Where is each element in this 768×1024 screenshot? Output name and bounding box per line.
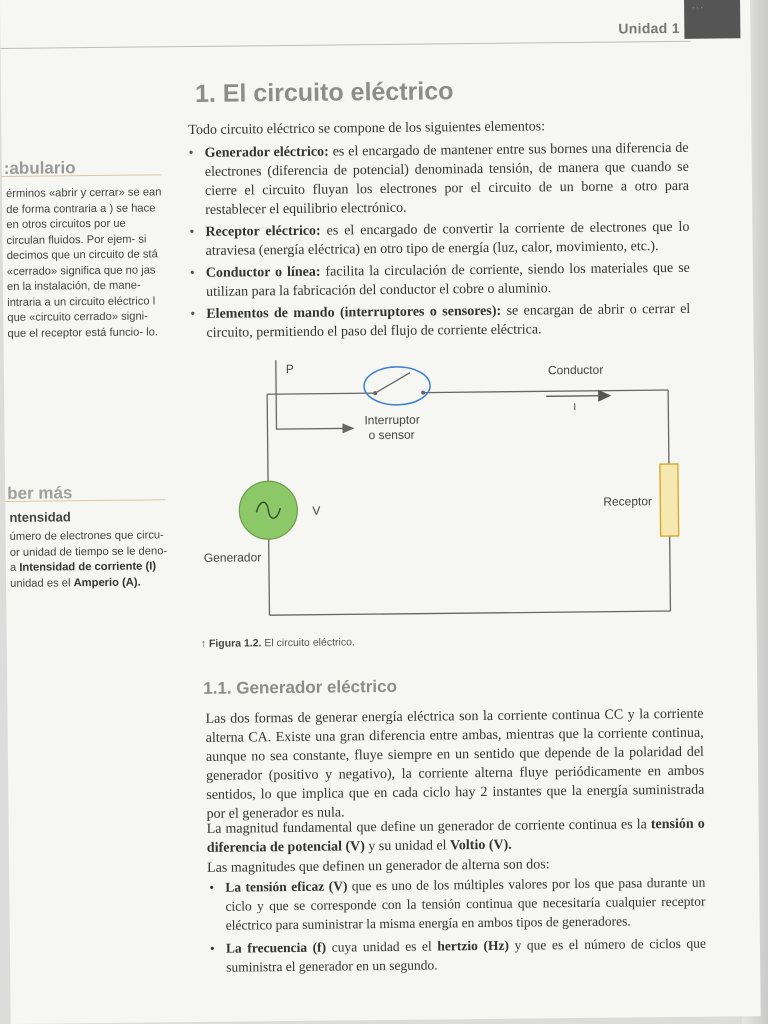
sidebar-vocab-heading: :abulario [3,158,76,178]
wire-bottom [269,611,670,615]
list-item [190,300,690,343]
figure-caption [201,636,355,650]
current-arrowhead [598,390,611,402]
sidebar-intensity-text [10,528,176,592]
caption-arrow-icon: ↑ [200,637,209,650]
header-rule [1,41,691,49]
list-item [189,218,689,261]
list-item-text: es el encargado de convertir la corriente de electrones que lo atraviesa (energía eléctrica) en otro tipo de energía (luz, calor, movimiento, etc.). [205,219,690,259]
sidebar-vocab-text: érminos «abrir y cerrar» se ean de forma contraria a ) se hace en otros circuitos por ue circulan fluidos. Por ejem- si decimos que un circuito de stá «cerrado» significa que no jas en la instalación, de mane- intraria a un circuito eléctrico l que «circuito cerrado» signi- que el receptor está funcio- lo. [5,186,162,340]
pointer-arrowhead [342,423,354,433]
paragraph-text: y su unidad el [364,838,451,855]
label-switch-2: o sensor [368,427,415,443]
list-item-term: Receptor eléctrico: [205,223,321,240]
paragraph-term: Voltio (V). [449,837,512,854]
caption-label: Figura 1.2. [208,637,262,650]
switch-ring [364,367,430,406]
label-receptor: Receptor [603,494,653,509]
section-paragraph: Las magnitudes que definen un generador de alterna son dos: [207,857,550,876]
unit-tab [684,0,740,39]
label-voltage: V [312,503,321,518]
wire-top-right [423,390,668,393]
list-item-term: hertzio (Hz) [437,937,510,954]
wire-right-upper [668,390,669,464]
list-item-text: cuya unidad es el [326,938,438,955]
switch-lever [375,373,410,393]
wire-left-lower [269,538,270,615]
unit-tab-decoration: · · · [692,4,704,12]
label-current: I [573,401,577,414]
label-switch-1: Interruptor [364,412,420,428]
caption-text: El circuito eléctrico. [261,636,355,650]
elements-list [189,139,691,346]
section-title: 1.1. Generador eléctrico [203,676,398,698]
circuit-figure [184,348,707,623]
paragraph-text: La magnitud fundamental que define un generador de corriente continua es la [206,817,651,837]
list-item [207,873,706,935]
sidebar-text-part: unidad es el [10,576,74,590]
label-p: P [285,361,294,377]
current-arrow [546,396,598,397]
intro-text: Todo circuito eléctrico se compone de los siguientes elementos: [188,119,546,139]
generator-magnitudes-list [207,873,706,981]
page-title: 1. El circuito eléctrico [194,77,454,108]
list-item [189,139,690,220]
list-item-text: y que es el número de ciclos que suministra el generador en un segundo. [226,935,707,975]
circuit-diagram [184,348,707,623]
label-generator: Generador [203,550,262,565]
label-conductor: Conductor [547,362,604,378]
sidebar-subheading: ntensidad [9,509,71,525]
paragraph-term: tensión o diferencia de potencial (V) [206,816,705,856]
list-item-term: Conductor o línea: [205,264,321,281]
unit-label: Unidad 1 [618,19,680,37]
list-item-term: La frecuencia (f) [225,939,327,956]
list-item-term: Generador eléctrico: [204,144,329,161]
wire-top-left [267,393,373,394]
sidebar-more-heading: ber más [7,483,73,503]
wire-right-lower [670,536,671,611]
section-paragraph [207,815,705,858]
list-item-text: que es uno de los múltiples valores por los que pasa durante un ciclo y que se corresponde con la tensión continua que necesitaría cualquier receptor eléctrico para suministrar la misma energía en ambos tipos de generadores. [225,874,706,933]
wire-left-upper [267,394,268,482]
sidebar-text-part: úmero de electrones que circu- or unidad de tiempo se le deno- a [9,529,168,574]
receptor-symbol [660,464,679,536]
section-paragraph: Las dos formas de generar energía eléctrica son la corriente continua CC y la corriente alterna CA. Existe una gran diferencia entre ambas, mientras que la corriente continua, aunque no sea constante, fluye siempre en un sentido que depende de la polaridad del generador (positivo y negativo), la corriente alterna fluye periódicamente en ambos sentidos, lo que implica que en cada ciclo hay 2 instantes que la energía suministrada por el generador es nula. [205,706,705,822]
sidebar-term: Intensidad de corriente (I) [19,560,157,574]
list-item-text: es el encargado de mantener entre sus bornes una diferencia de electrones (diferencia de potencial) denominada tensión, de manera que cuando se cierre el circuito fluyan los electrones por el circuito de un borne a otro para restablecer el equilibrio electrónico. [204,140,690,218]
list-item [190,259,690,302]
switch-contact [421,391,425,395]
sidebar-term: Amperio (A). [73,576,141,589]
list-item [208,934,706,977]
list-item-text: facilita la circulación de corriente, siendo los materiales que se utilizan para la fabricación del conductor el cobre o aluminio. [205,260,690,300]
list-item-term: Elementos de mando (interruptores o sensores): [206,303,502,322]
list-item-term: La tensión eficaz (V) [225,878,348,895]
list-item-text: se encargan de abrir o cerrar el circuito, permitiendo el paso del flujo de corriente eléctrica. [206,301,691,341]
